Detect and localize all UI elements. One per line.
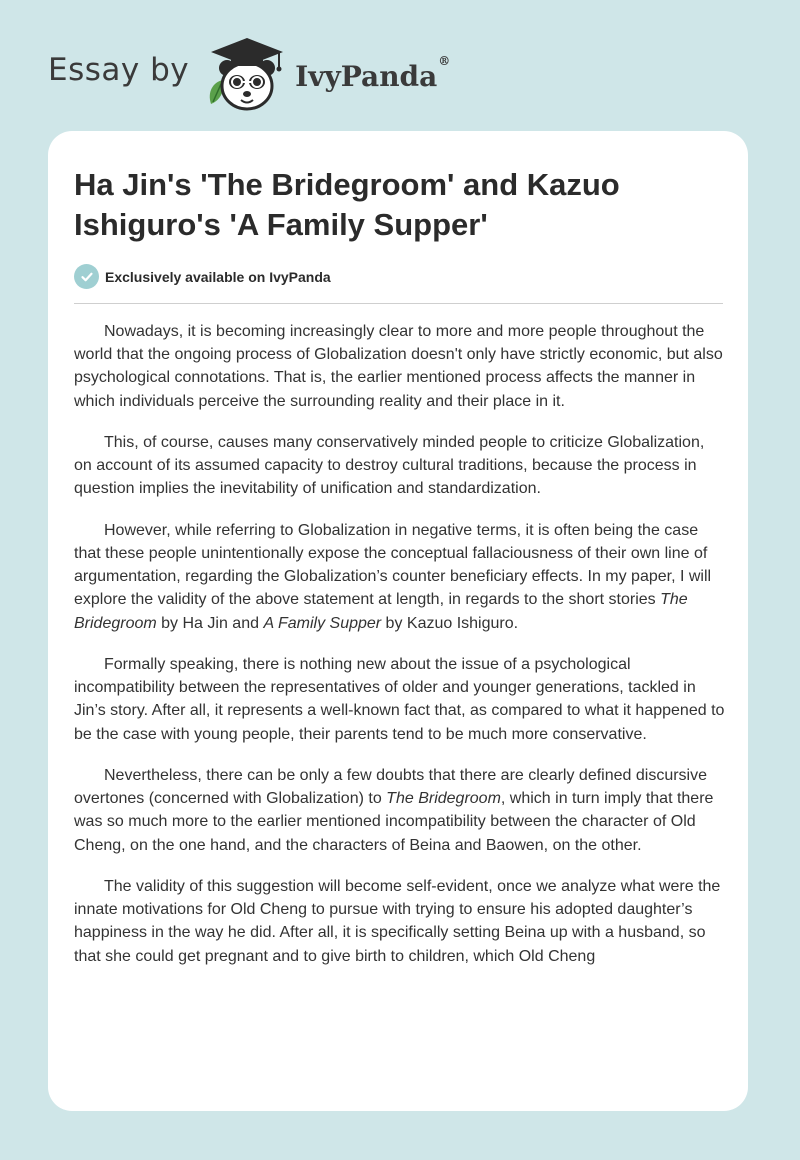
essay-paragraph bbox=[74, 519, 726, 635]
essay-by-label: Essay by bbox=[48, 52, 190, 88]
book-title-text: A Family Supper bbox=[263, 614, 382, 632]
book-title-text: The Bridegroom bbox=[74, 591, 688, 632]
registered-mark: ® bbox=[438, 54, 451, 69]
essay-paragraph bbox=[74, 320, 726, 413]
paragraph-text: by Ha Jin and bbox=[156, 614, 264, 632]
paragraph-text: Formally speaking, there is nothing new about the issue of a psychological incompatibility between the representatives of older and younger generations, tackled in Jin’s story. After all, it represents a well-known fact that, as compared to what it happened to be the case with young people, their parents tend to be much more conservative. bbox=[74, 656, 725, 743]
paragraph-text: Nevertheless, there can be only a few doubts that there are clearly defined discursive overtones (concerned with Globalization) to bbox=[74, 767, 707, 808]
paragraph-text: However, while referring to Globalization in negative terms, it is often being the case that these people unintentionally expose the conceptual fallaciousness of their own line of argumentation, regarding the Globalization’s counter beneficiary effects. In my paper, I will explore the validity of the above statement at length, in regards to the short stories bbox=[74, 521, 712, 609]
brand-label: IvyPanda bbox=[295, 59, 438, 93]
paragraph-text: , which in turn imply that there was so much more to the earlier mentioned incompatibility between the character of Old Cheng, on the one hand, and the characters of Beina and Baowen, on the other. bbox=[74, 790, 714, 854]
paragraph-text: The validity of this suggestion will become self-evident, once we analyze what were the innate motivations for Old Cheng to pursue with trying to ensure his adopted daughter’s happiness in the way he did. After all, it is specifically setting Beina up with a husband, so that she could get pregnant and to give birth to children, which Old Cheng bbox=[74, 878, 721, 965]
exclusive-label: Exclusively available on IvyPanda bbox=[105, 268, 331, 285]
essay-paragraph bbox=[74, 875, 726, 968]
essay-card bbox=[48, 131, 748, 1111]
paragraph-text: Nowadays, it is becoming increasingly clear to more and more people throughout the world that the ongoing process of Globalization doesn't only have strictly economic, but also psychological connotations. That is, the earlier mentioned process affects the manner in which individuals perceive the surrounding reality and their place in it. bbox=[74, 323, 723, 410]
essay-paragraph bbox=[74, 431, 726, 501]
exclusive-badge bbox=[74, 264, 331, 289]
paragraph-text: by Kazuo Ishiguro. bbox=[381, 614, 519, 632]
essay-paragraph bbox=[74, 653, 726, 746]
site-header bbox=[48, 34, 450, 114]
brand-name bbox=[295, 54, 451, 93]
essay-paragraph bbox=[74, 764, 726, 857]
panda-graduate-icon bbox=[203, 34, 291, 114]
divider bbox=[74, 303, 723, 304]
essay-body bbox=[74, 320, 726, 986]
check-circle-icon bbox=[74, 264, 99, 289]
paragraph-text: This, of course, causes many conservatively minded people to criticize Globalization, on account of its assumed capacity to destroy cultural traditions, because the process in question implies the inevitability of unification and standardization. bbox=[74, 434, 705, 498]
essay-title: Ha Jin's 'The Bridegroom' and Kazuo Ishiguro's 'A Family Supper' bbox=[74, 167, 620, 242]
book-title-text: The Bridegroom bbox=[386, 790, 501, 808]
